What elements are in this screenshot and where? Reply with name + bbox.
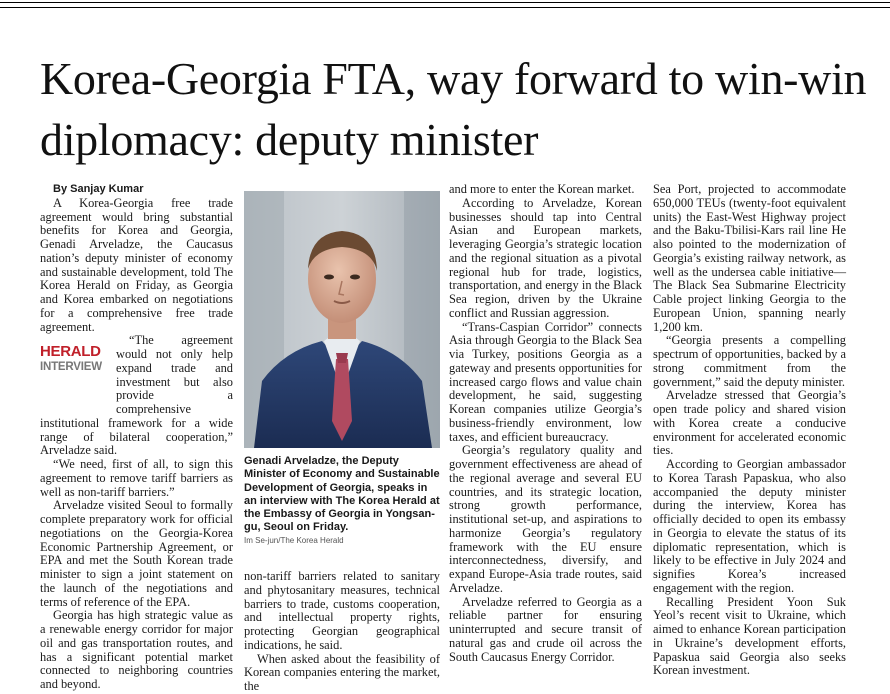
paragraph: Arveladze referred to Georgia as a reliable partner for ensuring uninterrupted and secure transit of natural gas and crude oil across the South Caucasus Energy Corridor. <box>449 594 642 664</box>
paragraph: Arveladze stressed that Georgia’s open trade policy and shared vision with Korea create a conducive environment for accelerated economic ties. <box>653 388 846 458</box>
herald-badge-word: HERALD <box>40 343 101 361</box>
byline: By Sanjay Kumar <box>53 183 144 195</box>
paragraph: Sea Port, projected to accommodate 650,000 TEUs (twenty-foot equivalent units) the East-West Highway project and the Baku-Tbilisi-Kars rail line He also pointed to the modernization of Georgia’s existing railway network, as well as the undersea cable initiative—The Black Sea Submarine Electricity Cable project linking Georgia to the European Union, spanning nearly 1,200 km. <box>653 182 846 334</box>
photo-credit: Im Se-jun/The Korea Herald <box>244 536 344 545</box>
paragraph: “Georgia presents a compelling spectrum of opportunities, backed by a strong commitment from the government,” said the deputy minister. <box>653 333 846 389</box>
paragraph: According to Georgian ambassador to Korea Tarash Papaskua, who also accompanied the deputy minister during the interview, Korea has officially decided to open its embassy in Georgia to elevate the status of its diplomatic representation, which is likely to be effective in July 2024 and signifies Korea’s increased engagement with the region. <box>653 457 846 595</box>
article-column-4 <box>653 183 846 682</box>
paragraph: Georgia has high strategic value as a renewable energy corridor for major oil and gas transportation routes, and has a significant potential market connected to neighboring countries and beyond. <box>40 608 233 691</box>
paragraph: According to Arveladze, Korean businesses should tap into Central Asian and European markets, leveraging Georgia’s strategic location and the regional situation as a pivotal regional hub for trade, logistics, transportation, and energy in the Black Sea region, driven by the Ukraine conflict and Russian aggression. <box>449 195 642 320</box>
herald-badge-sub: INTERVIEW <box>40 361 102 374</box>
paragraph: non-tariff barriers related to sanitary and phytosanitary measures, technical barriers to trade, customs cooperation, and intellectual property rights, protecting Georgian geographical indications, he said. <box>244 569 440 652</box>
article-column-2 <box>244 569 440 693</box>
article-headline: Korea-Georgia FTA, way forward to win-win diplomacy: deputy minister <box>40 53 867 165</box>
paragraph: “The agreement would not only help expand trade and investment but also provide a comprehensive institutional framework for a wide range of bilateral cooperation,” Arveladze said. <box>40 333 233 458</box>
top-rule <box>0 2 890 3</box>
photo-caption: Genadi Arveladze, the Deputy Minister of Economy and Sustainable Development of Georgia, speaks in an interview with The Korea Herald at the Embassy of Georgia in Yongsan-gu, Seoul on Friday. <box>244 455 440 534</box>
paragraph: “We need, first of all, to sign this agreement to remove tariff barriers as well as non-tariff barriers.” <box>40 457 233 499</box>
herald-interview-badge <box>40 334 110 406</box>
article-column-1 <box>40 183 233 691</box>
paragraph: and more to enter the Korean market. <box>449 182 635 196</box>
portrait-illustration <box>244 191 440 448</box>
paragraph: Recalling President Yoon Suk Yeol’s recent visit to Ukraine, which aimed to enhance Korean participation in Ukraine’s development efforts, Papaskua said Georgia also seeks Korean investment. <box>653 594 846 678</box>
paragraph: Georgia’s regulatory quality and government effectiveness are ahead of the regional average and several EU countries, and its strategic location, strong growth performance, institutional set-up, and aspirations to harmonize Georgia’s regulatory framework with the EU ensure interconnectedness, diversify, and expand Europe-Asia trade routes, said Arveladze. <box>449 443 642 595</box>
paragraph: Arveladze visited Seoul to formally complete preparatory work for official negotiations on the Georgia-Korea Economic Partnership Agreement, or EPA and met the South Korean trade minister to sign a joint statement on the launch of the negotiations and terms of reference of the EPA. <box>40 498 233 609</box>
paragraph: When asked about the feasibility of Korean companies entering the market, the <box>244 651 440 693</box>
top-rule-secondary <box>0 7 890 8</box>
article-column-3 <box>449 183 642 682</box>
paragraph: “Trans-Caspian Corridor” connects Asia through Georgia to the Black Sea via Turkey, positions Georgia as a gateway and presents opportunities for increased cargo flows and value chain development, he said, suggesting Korean companies utilize Georgia’s business-friendly environment, low taxes, and efficient bureaucracy. <box>449 319 642 444</box>
paragraph: A Korea-Georgia free trade agreement would bring substantial benefits for Korea and Georgia, Genadi Arveladze, the Caucasus nation’s deputy minister of economy and sustainable development, told The Korea Herald on Friday, as Georgia and Korea embarked on negotiations for a comprehensive free trade agreement. <box>40 195 233 334</box>
interview-photo <box>244 191 440 448</box>
